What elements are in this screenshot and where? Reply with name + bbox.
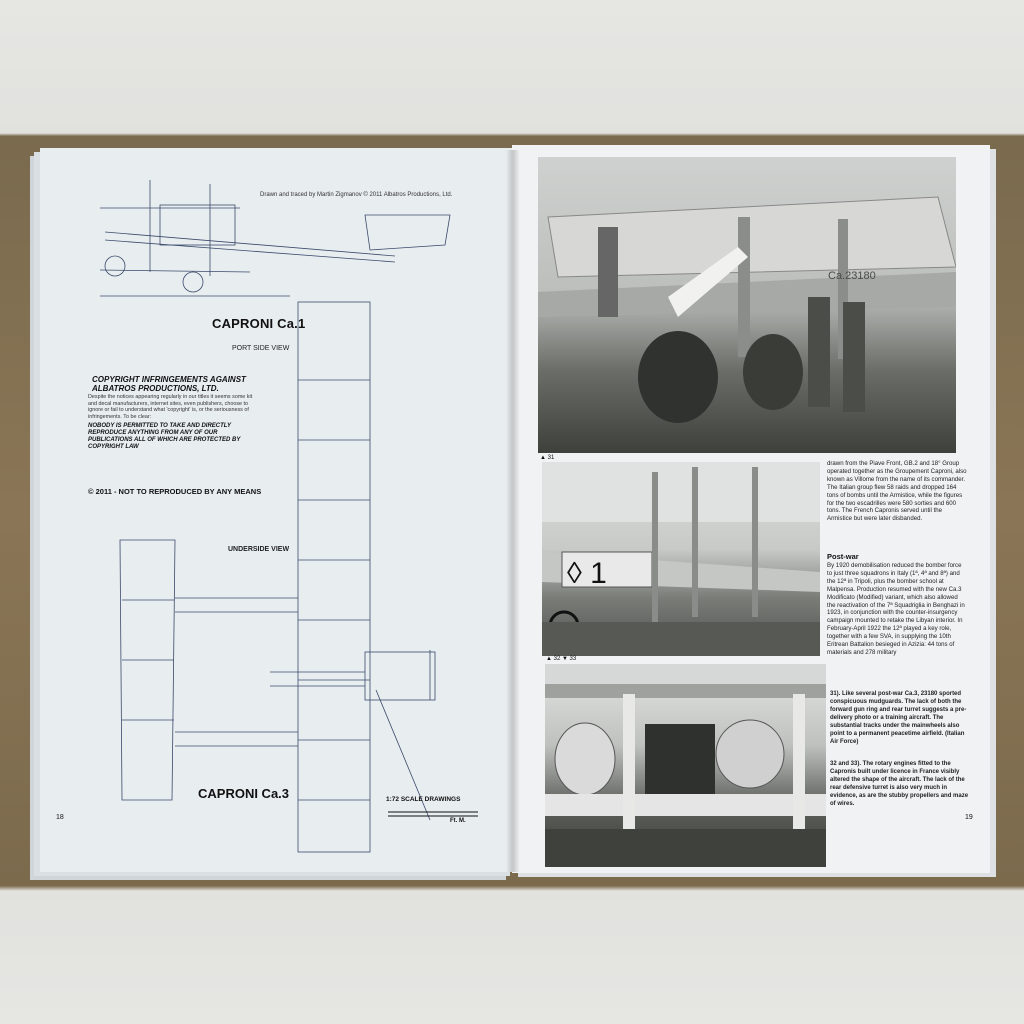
page-number-right: 19 — [965, 814, 973, 821]
caption-31-text: 31). Like several post-war Ca.3, 23180 sported conspicuous mudguards. The lack of both the forward gun ring and rear turret suggests a pre-delivery photo or a training aircraft. The substantial tracks under the mainwheels also point to a permanent peacetime airfield. (Italian Air Force) — [830, 691, 967, 745]
caption-32-33-text: 32 and 33). The rotary engines fitted to the Capronis built under licence in France visibly altered the shape of the aircraft. The lack of the rear defensive turret is also very much in evidence, as are the stubby propellers and maze of wires. — [830, 761, 969, 807]
scale-bar — [388, 812, 478, 816]
postwar-heading: Post-war — [827, 552, 859, 561]
photo-32 — [542, 462, 820, 656]
copyright-heading: COPYRIGHT INFRINGEMENTS AGAINST ALBATROS PRODUCTIONS, LTD. — [92, 375, 246, 393]
not-reproduced-notice: © 2011 - NOT TO REPRODUCED BY ANY MEANS — [88, 487, 262, 496]
photo-33 — [545, 664, 826, 867]
scale-label: 1:72 SCALE DRAWINGS — [386, 796, 461, 803]
page-number-left: 18 — [56, 814, 64, 821]
svg-text:◊ 1: ◊ 1 — [567, 557, 607, 590]
photo-32-33-caption: ▲ 32 ▼ 33 — [546, 656, 577, 662]
title-caproni-ca3: CAPRONI Ca.3 — [198, 786, 290, 801]
photo-serial: Ca.23180 — [828, 270, 876, 282]
copyright-body: Despite the notices appearing regularly in our titles it seems some kit and decal manufacturers, internet sites, even publishers, choose to ignore or fail to understand what 'copyright' is, or the seriousness of infringements. To be clear: — [88, 394, 253, 420]
body-text-postwar: By 1920 demobilisation reduced the bomber force to just three squadrons in Italy (1ª, 4ª and 8ª) and the 12ª in Tripoli, plus the bomber school at Malpensa. Production resumed with the new Ca.3 Modificato (Modified) variant, which also allowed the reactivation of the 7ª Squadriglia in Benghazi in 1923, in conjunction with the counter-insurgency campaign mounted to retake the Libyan interior. In February-April 1922 the 12ª played a key role, together with a few SVA, in supplying the 10th Eritrean Battalion besieged in Azizia: 44 tons of materials and 278 military — [827, 562, 965, 656]
photo-31-caption: ▲ 31 — [540, 455, 555, 461]
label-port-side-view: PORT SIDE VIEW — [232, 345, 290, 352]
label-underside-view: UNDERSIDE VIEW — [228, 546, 290, 553]
title-caproni-ca1: CAPRONI Ca.1 — [212, 316, 306, 331]
body-text-top: drawn from the Piave Front, GB.2 and 18° Group operated together as the Groupement Caproni, also known as Villome from the name of its commander. The Italian group flew 58 raids and dropped 164 tons of bombs until the Armistice, while the figures for the two escadrilles were 580 sorties and 600 tons. The French Capronis served until the Armistice but were later disbanded. — [827, 460, 967, 523]
scale-units: Ft. M. — [450, 818, 466, 824]
drawing-credit: Drawn and traced by Martin Zigmanov © 2011 Albatros Productions, Ltd. — [260, 192, 453, 198]
photo-31 — [538, 157, 956, 453]
copyright-bold-notice: NOBODY IS PERMITTED TO TAKE AND DIRECTLY REPRODUCE ANYTHING FROM ANY OF OUR PUBLICATIONS ALL OF WHICH ARE PROTECTED BY COPYRIGHT LAW — [88, 423, 241, 450]
